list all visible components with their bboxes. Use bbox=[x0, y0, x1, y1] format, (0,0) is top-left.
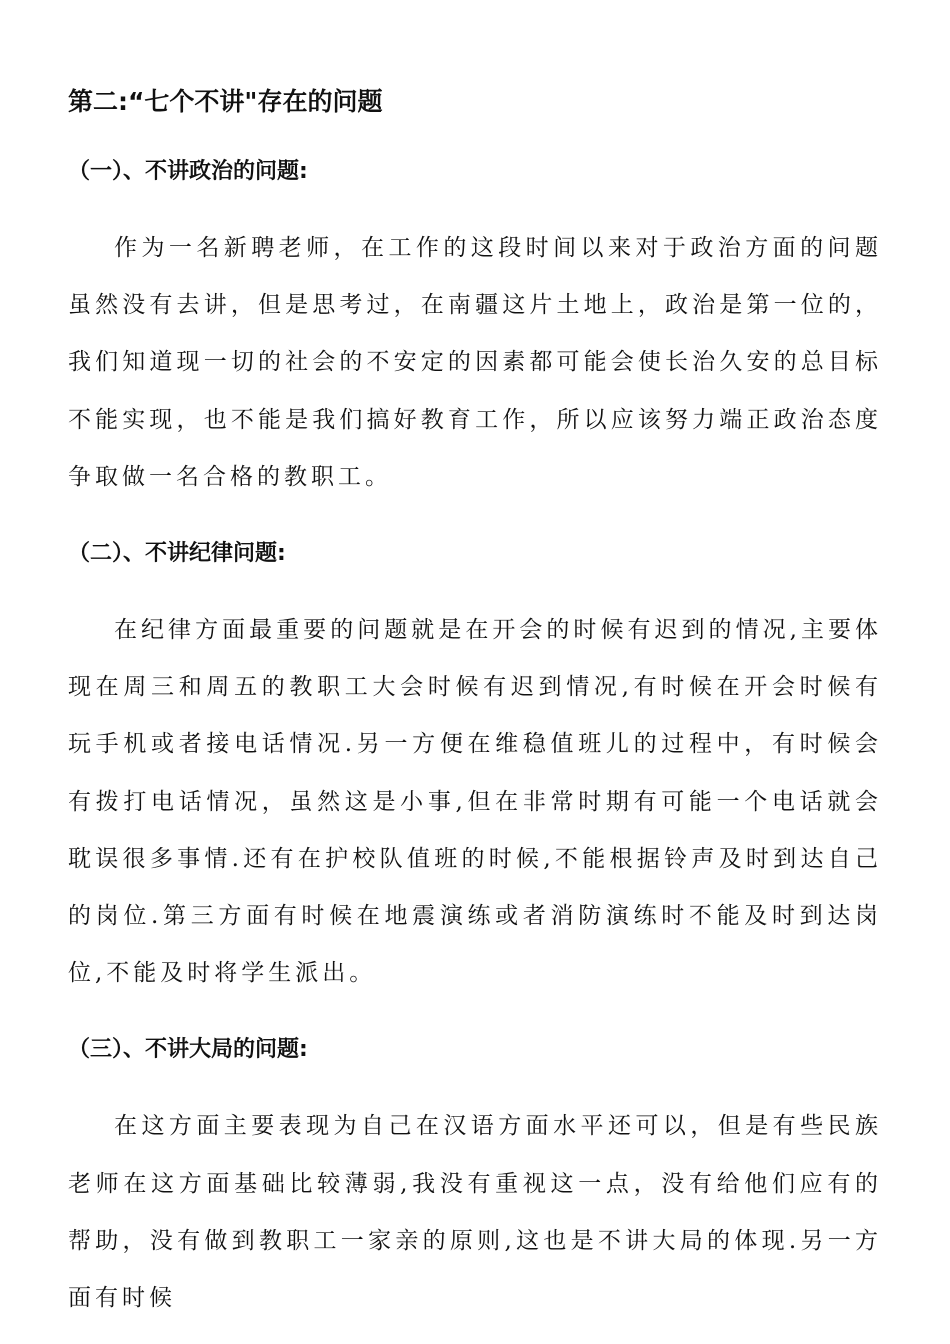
section-heading-discipline: （二）、不讲纪律问题: bbox=[68, 541, 286, 567]
section-heading-politics: （一）、不讲政治的问题: bbox=[68, 159, 308, 184]
section-heading-overall-situation: （三）、不讲大局的问题: bbox=[68, 1037, 308, 1063]
section-body-politics: 作为一名新聘老师，在工作的这段时间以来对于政治方面的问题虽然没有去讲，但是思考过，在南疆这片土地上，政治是第一位的，我们知道现一切的社会的不安定的因素都可能会使长治久安的总目标不能实现，也不能是我们搞好教育工作，所以应该努力端正政治态度争取做一名合格的教职工。 bbox=[68, 235, 882, 490]
document-title: 第二:“七个不讲"存在的问题 bbox=[68, 87, 383, 116]
section-body-discipline: 在纪律方面最重要的问题就是在开会的时候有迟到的情况,主要体现在周三和周五的教职工大会时候有迟到情况,有时候在开会时候有玩手机或者接电话情况.另一方便在维稳值班儿的过程中，有时候会有拨打电话情况，虽然这是小事,但在非常时期有可能一个电话就会耽误很多事情.还有在护校队值班的时候,不能根据铃声及时到达自己的岗位.第三方面有时候在地震演练或者消防演练时不能及时到达岗位,不能及时将学生派出。 bbox=[68, 617, 882, 987]
document-content bbox=[68, 82, 882, 1327]
section-body-overall-situation: 在这方面主要表现为自己在汉语方面水平还可以，但是有些民族老师在这方面基础比较薄弱,我没有重视这一点，没有给他们应有的帮助，没有做到教职工一家亲的原则,这也是不讲大局的体现.另一方面有时候 bbox=[68, 1113, 882, 1312]
